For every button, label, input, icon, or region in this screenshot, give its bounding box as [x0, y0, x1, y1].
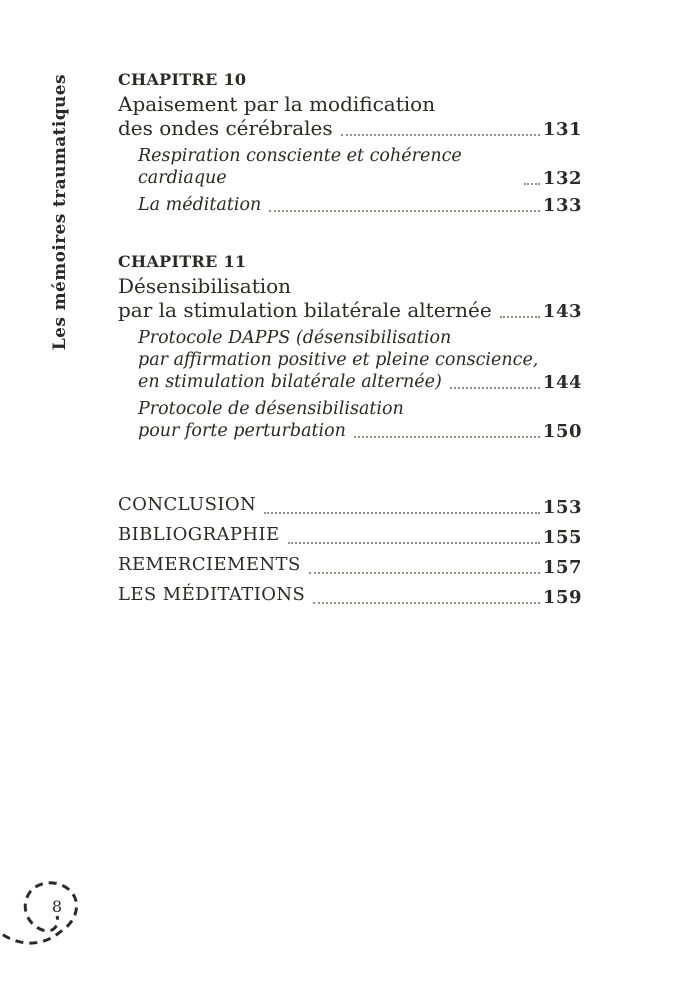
page-footer	[0, 866, 140, 978]
running-head-vertical	[50, 74, 78, 351]
toc-sub-entry	[138, 327, 582, 393]
dot-leader	[313, 602, 540, 604]
toc-entry-row	[138, 420, 582, 442]
chapter-label: CHAPITRE 10	[118, 70, 247, 89]
end-entry-label: CONCLUSION	[118, 494, 257, 515]
book-title-text: Les mémoires traumatiques	[50, 74, 70, 351]
toc-end-entries	[118, 488, 582, 608]
chapter-title-line: par la stimulation bilatérale alternée	[118, 298, 492, 322]
dot-leader	[288, 542, 540, 544]
sub-entry-line: pour forte perturbation	[138, 421, 346, 441]
toc-sub-entry	[138, 398, 582, 442]
toc-page-number: 144	[542, 372, 582, 393]
dashed-spiral-doodle-icon	[0, 866, 140, 978]
toc-page-number: 150	[542, 421, 582, 442]
toc-entry-row	[138, 371, 582, 393]
end-entry-label: REMERCIEMENTS	[118, 554, 301, 575]
chapter-title-line: des ondes cérébrales	[118, 116, 333, 140]
dot-leader	[341, 134, 540, 136]
toc-page-number: 155	[542, 527, 582, 548]
toc-page-number: 131	[542, 119, 582, 140]
dot-leader	[500, 316, 540, 318]
sub-entry-line: La méditation	[138, 195, 262, 215]
toc-sub-entry	[138, 145, 582, 189]
toc-page-number: 153	[542, 497, 582, 518]
end-entry-label: BIBLIOGRAPHIE	[118, 524, 280, 545]
toc-page-number: 157	[542, 557, 582, 578]
toc-page-number: 132	[542, 168, 582, 189]
toc-section	[118, 250, 582, 442]
dot-leader	[269, 210, 540, 212]
chapter-title-line: Désensibilisation	[118, 274, 292, 298]
sub-entry-line: par affirmation positive et pleine conscience,	[138, 350, 539, 370]
dot-leader	[524, 183, 540, 185]
toc-entry-row	[118, 116, 582, 140]
toc-sub-entry	[138, 194, 582, 216]
sub-entry-line: Respiration consciente et cohérence cardiaque	[138, 146, 462, 188]
end-entry-label: LES MÉDITATIONS	[118, 584, 306, 605]
toc-page-number: 133	[542, 195, 582, 216]
end-matter-entry	[118, 488, 582, 518]
page-number: 8	[51, 897, 63, 916]
dot-leader	[450, 387, 540, 389]
end-matter-entry	[118, 548, 582, 578]
sub-entry-line: Protocole DAPPS (désensibilisation	[138, 328, 452, 348]
toc-entry-row	[138, 145, 582, 189]
chapter-title-line: Apaisement par la modification	[118, 92, 436, 116]
dot-leader	[264, 512, 540, 514]
end-matter-entry	[118, 518, 582, 548]
toc-page-number: 159	[542, 587, 582, 608]
toc-entry-row	[138, 194, 582, 216]
dot-leader	[309, 572, 540, 574]
toc-page-number: 143	[542, 301, 582, 322]
table-of-contents	[118, 68, 582, 608]
dot-leader	[354, 436, 540, 438]
toc-sections	[118, 68, 582, 442]
toc-section	[118, 68, 582, 216]
end-matter-entry	[118, 578, 582, 608]
chapter-label: CHAPITRE 11	[118, 252, 247, 271]
sub-entry-line: Protocole de désensibilisation	[138, 399, 404, 419]
toc-entry-row	[118, 298, 582, 322]
sub-entry-line: en stimulation bilatérale alternée)	[138, 372, 442, 392]
